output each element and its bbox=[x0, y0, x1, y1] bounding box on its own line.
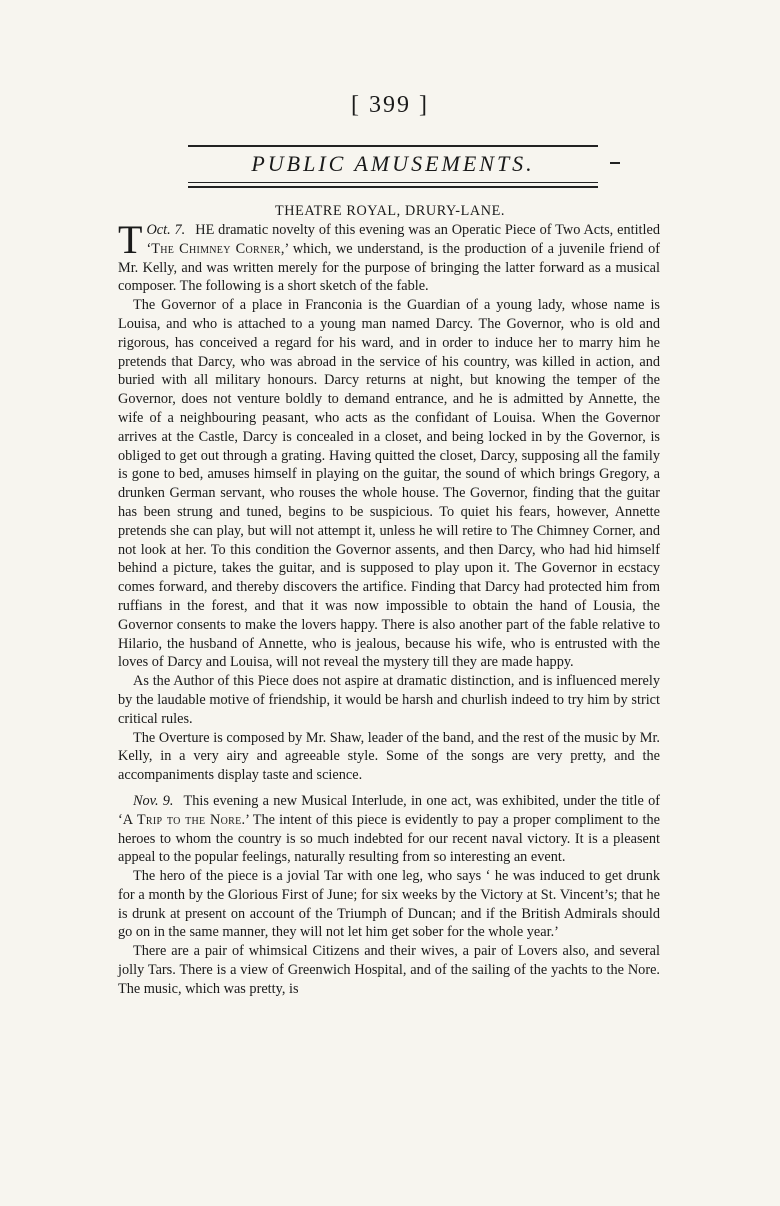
title-rule-lower bbox=[188, 186, 598, 188]
section-title: PUBLIC AMUSEMENTS. bbox=[251, 151, 535, 176]
theatre-heading: THEATRE ROYAL, DRURY-LANE. bbox=[275, 203, 505, 219]
page-number: [ 399 ] bbox=[351, 92, 429, 118]
title-rule-upper bbox=[188, 182, 598, 183]
paragraph: The hero of the piece is a jovial Tar with one leg, who says ‘ he was induced to get drunk for a month by the Glorious First of June; for six weeks by the Victory at St. Vincent’s; that he is drunk at present on account of the Triumph of Duncan; and if the British Admirals should go on in the same manner, they will not let him get sober for the whole year.’ bbox=[118, 868, 660, 941]
drop-cap: T bbox=[118, 217, 143, 262]
play-title: A Trip to the Nore bbox=[122, 811, 242, 828]
article-body bbox=[118, 217, 660, 999]
ornament-dash bbox=[610, 162, 620, 164]
paragraph: As the Author of this Piece does not aspire at dramatic distinction, and is influenced merely by the laudable motive of friendship, it would be harsh and churlish indeed to try him by strict critical rules. bbox=[118, 673, 660, 727]
paragraph bbox=[118, 217, 660, 296]
paragraph-text: HE dramatic novelty of this evening was an Operatic Piece of Two Acts, entitled ‘ bbox=[146, 222, 660, 257]
paragraph-text: .’ The intent of this piece is evidently to pay a proper compliment to the heroes to whom the country is so much indebted for our recent naval victory. It is a pleasent appeal to the popular feelings, naturally resulting from so interesting an event. bbox=[118, 811, 660, 866]
paragraph: The Overture is composed by Mr. Shaw, leader of the band, and the rest of the music by Mr. Kelly, in a very airy and agreeable style. Some of the songs are very pretty, and the accompaniments display taste and science. bbox=[118, 729, 660, 784]
play-title: The Chimney Corner bbox=[151, 240, 281, 257]
paragraph-text: ,’ which, we understand, is the production of a juvenile friend of Mr. Kelly, and was written merely for the purpose of bringing the latter forward as a musical composer. The following is a short sketch of the fable. bbox=[118, 240, 660, 295]
top-rule bbox=[188, 145, 598, 147]
paragraph bbox=[118, 792, 660, 867]
paragraph-text: This evening a new Musical Interlude, in one act, was exhibited, under the title of ‘ bbox=[118, 792, 660, 828]
paragraph: The Governor of a place in Franconia is the Guardian of a young lady, whose name is Louisa, and who is attached to a young man named Darcy. The Governor, who is old and rigorous, has conceived a regard for his ward, and in order to induce her to marry him he pretends that Darcy, who was abroad in the service of his country, was killed in action, and buried with all military honours. Darcy returns at night, but knowing the temper of the Governor, does not venture boldly to demand entrance, and he is admitted by Annette, the wife of a neighbouring peasant, who acts as the confidant of Louisa. When the Governor arrives at the Castle, Darcy is concealed in a closet, and being locked in by the Governor, is obliged to get out through a grating. Having quitted the closet, Darcy, supposing all the family is gone to bed, amuses himself in playing on the guitar, the sound of which brings Gregory, a drunken German servant, who rouses the whole house. The Governor, finding that the guitar has been strung and tuned, begins to be suspicious. To quiet his fears, however, Annette pretends she can play, but will not attempt it, unless he will retire to The Chimney Corner, and not look at her. To this condition the Governor assents, and then Darcy, who had hid himself behind a picture, takes the guitar, and is supposed to play upon it. The Governor in ecstacy comes forward, and thereby discovers the artifice. Finding that Darcy had protected him from ruffians in the forest, and that it was now impossible to obtain the hand of Lousia, the Governor consents to make the lovers happy. There is also another part of the fable relative to Hilario, the husband of Annette, who is jealous, because his wife, who is entrusted with the loves of Darcy and Louisa, will not reveal the mystery till they are made happy. bbox=[118, 297, 660, 671]
paragraph: There are a pair of whimsical Citizens and their wives, a pair of Lovers also, and several jolly Tars. There is a view of Greenwich Hospital, and of the sailing of the yachts to the Nore. The music, which was pretty, is bbox=[118, 943, 660, 997]
entry-date: Nov. 9. bbox=[133, 792, 174, 809]
entry-date: Oct. 7. bbox=[146, 222, 186, 238]
